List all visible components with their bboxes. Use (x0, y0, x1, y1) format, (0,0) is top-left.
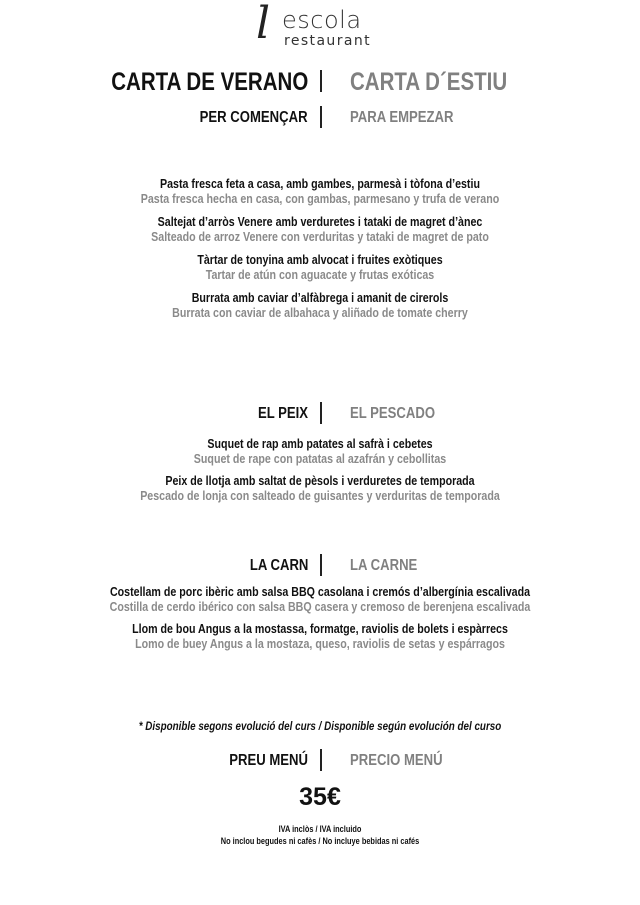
dish-name-ca: Pasta fresca feta a casa, amb gambes, parmesà i tòfona d’estiu (160, 176, 480, 191)
section-price-separator (320, 749, 322, 771)
dish-name-es: Burrata con caviar de albahaca y aliñado de tomate cherry (172, 305, 468, 320)
section-price-left: PREU MENÚ (229, 752, 308, 769)
section-start-left: PER COMENÇAR (200, 109, 308, 126)
dish-item (0, 214, 640, 244)
dish-name-es: Salteado de arroz Venere con verduritas y tataki de magret de pato (151, 229, 489, 244)
section-meat-right: LA CARNE (350, 557, 418, 574)
section-fish-left: EL PEIX (257, 405, 308, 422)
title-separator (320, 70, 322, 92)
dish-item (0, 290, 640, 320)
footer-drinks: No inclou begudes ni cafès / No incluye bebidas ni cafés (220, 836, 420, 846)
section-meat-left: LA CARN (249, 557, 308, 574)
dish-name-es: Suquet de rape con patatas al azafrán y cebollitas (193, 451, 447, 466)
logo-mark: l (256, 0, 271, 49)
dish-item (0, 436, 640, 466)
dish-name-es: Tartar de atún con aguacate y frutas exóticas (205, 267, 435, 282)
section-fish-right: EL PESCADO (350, 405, 436, 422)
dish-name-es: Pasta fresca hecha en casa, con gambas, parmesano y trufa de verano (140, 191, 500, 206)
menu-price: 35€ (299, 783, 341, 811)
section-price-right: PRECIO MENÚ (350, 752, 443, 769)
dish-name-es: Lomo de buey Angus a la mostaza, queso, raviolis de setas y espárragos (135, 636, 505, 651)
section-meat-separator (320, 554, 322, 576)
section-fish-separator (320, 402, 322, 424)
dish-name-ca: Suquet de rap amb patates al safrà i cebetes (207, 436, 433, 451)
title-right: CARTA D´ESTIU (350, 68, 508, 96)
dish-name-ca: Saltejat d’arròs Venere amb verduretes i tataki de magret d’ànec (157, 214, 483, 229)
dish-name-ca: Burrata amb caviar d’alfàbrega i amanit de cirerols (191, 290, 449, 305)
section-start-separator (320, 106, 322, 128)
dish-item (0, 176, 640, 206)
availability-note: * Disponible segons evolució del curs / Disponible según evolución del curso (138, 719, 502, 733)
logo-escola: escola (282, 6, 362, 34)
dish-name-es: Costilla de cerdo ibérico con salsa BBQ casera y cremoso de berenjena escalivada (109, 599, 531, 614)
dish-name-ca: Tàrtar de tonyina amb alvocat i fruites exòtiques (197, 252, 443, 267)
dish-item (0, 584, 640, 614)
dish-item (0, 252, 640, 282)
footer-iva: IVA inclòs / IVA incluido (278, 824, 362, 834)
restaurant-logo (0, 2, 640, 52)
dish-item (0, 621, 640, 651)
dish-name-es: Pescado de lonja con salteado de guisantes y verduritas de temporada (140, 488, 500, 503)
dish-name-ca: Llom de bou Angus a la mostassa, formatge, raviolis de bolets i espàrrecs (132, 621, 508, 636)
section-start-right: PARA EMPEZAR (350, 109, 454, 126)
dish-item (0, 473, 640, 503)
dish-name-ca: Costellam de porc ibèric amb salsa BBQ casolana i cremós d’albergínia escalivada (109, 584, 531, 599)
title-left: CARTA DE VERANO (110, 68, 308, 96)
logo-restaurant: restaurant (284, 33, 371, 49)
dish-name-ca: Peix de llotja amb saltat de pèsols i verduretes de temporada (165, 473, 475, 488)
